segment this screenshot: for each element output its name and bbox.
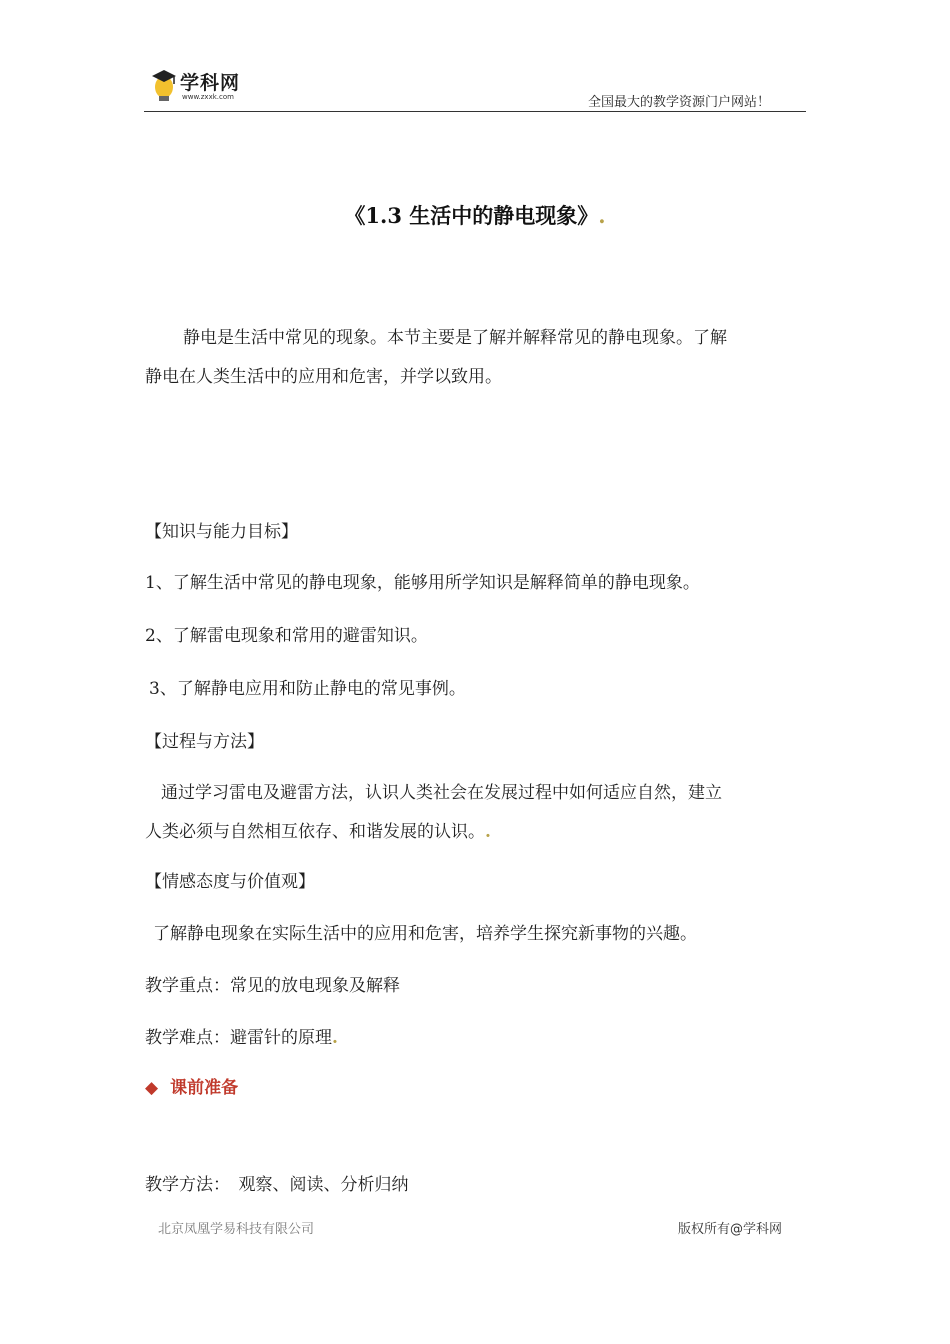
header-slogan: 全国最大的教学资源门户网站！ [588,95,771,110]
intro-line-2: 静电在人类生活中的应用和危害，并学以致用。 [145,367,502,387]
intro-line-1: 静电是生活中常见的现象。本节主要是了解并解释常见的静电现象。了解 [183,328,727,348]
difficulty [145,1023,338,1048]
footer-copyright: 版权所有@学科网 [678,1222,783,1237]
knowledge-item-2: 2、了解雷电现象和常用的避雷知识。 [145,626,428,646]
page-title-text: 《1.3 生活中的静电现象》 [344,203,599,228]
emotion-text: 了解静电现象在实际生活中的应用和危害，培养学生探究新事物的兴趣。 [153,924,697,944]
logo-url: www.zxxk.com [182,93,234,101]
difficulty-text: 教学难点：避雷针的原理 [145,1028,332,1048]
header-divider [144,111,806,112]
section-prep-heading [145,1073,238,1098]
logo-brand: 学科网 [180,72,241,94]
emotion-heading: 【情感态度与价值观】 [145,872,315,892]
process-line-2 [145,817,491,842]
title-dot: . [598,203,606,228]
page-title [0,200,950,230]
graduation-cap-icon [150,68,178,102]
process-heading: 【过程与方法】 [145,732,264,752]
knowledge-heading: 【知识与能力目标】 [145,522,298,542]
process-dot: . [485,822,491,842]
knowledge-item-1: 1、了解生活中常见的静电现象，能够用所学知识是解释简单的静电现象。 [145,573,700,593]
diamond-bullet-icon: ◆ [145,1078,159,1098]
knowledge-item-3: 3、了解静电应用和防止静电的常见事例。 [149,679,466,699]
section-prep-label: 课前准备 [170,1078,239,1098]
teaching-method: 教学方法： 观察、阅读、分析归纳 [145,1175,409,1195]
key-point: 教学重点：常见的放电现象及解释 [145,976,400,996]
footer-company: 北京凤凰学易科技有限公司 [158,1222,315,1237]
logo [150,66,260,106]
difficulty-dot: . [332,1028,338,1048]
process-line-2-text: 人类必须与自然相互依存、和谐发展的认识。 [145,822,485,842]
process-line-1: 通过学习雷电及避雷方法，认识人类社会在发展过程中如何适应自然，建立 [161,783,722,803]
